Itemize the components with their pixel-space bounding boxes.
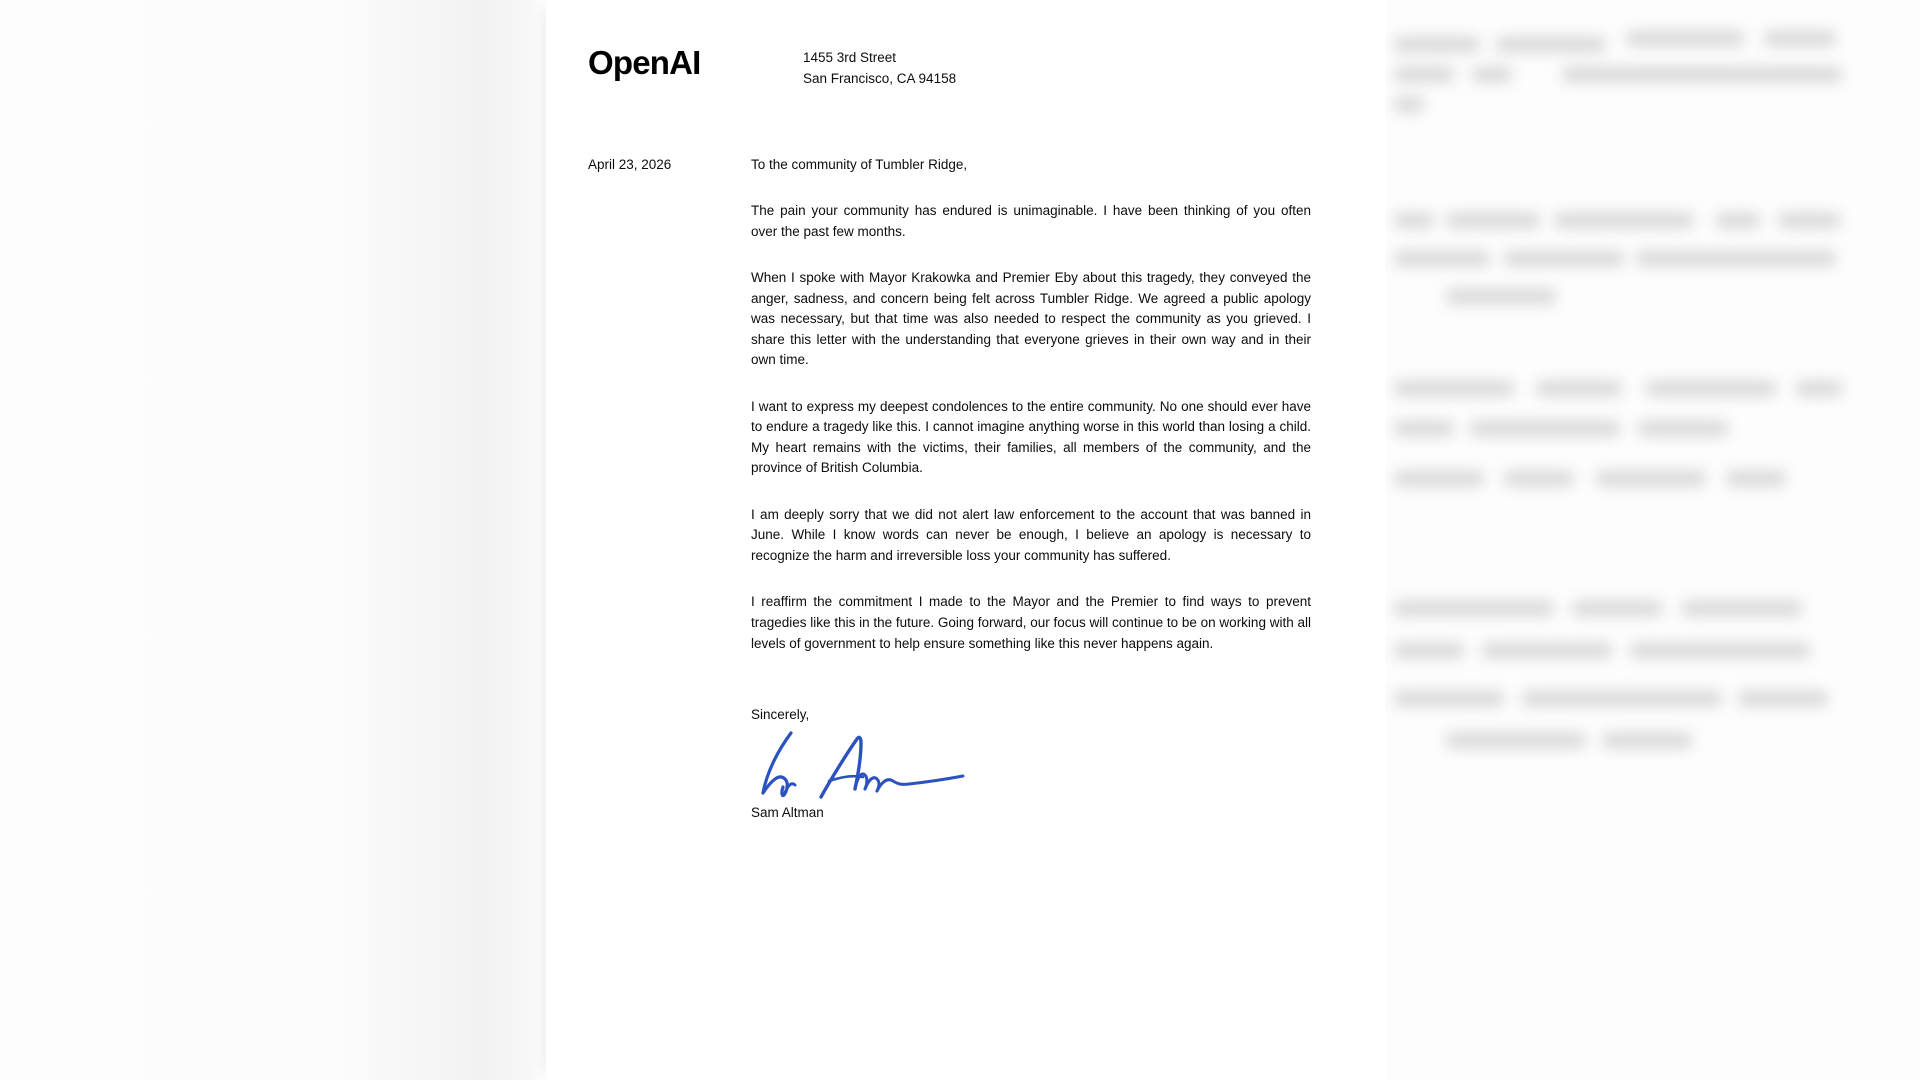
paragraph-4: I am deeply sorry that we did not alert law enforcement to the account that was banned in June. While I know words can never be enough, I believe an apology is necessary to recognize the harm and irreversible loss your community has suffered.	[751, 506, 1311, 563]
letter-page	[546, 0, 1386, 1080]
closing-line: Sincerely,	[751, 707, 810, 723]
blurred-background-column	[1386, 0, 1920, 1080]
letter-body	[751, 155, 1311, 824]
address-line-2: San Francisco, CA 94158	[803, 70, 957, 86]
left-background-gutter	[0, 0, 546, 1080]
letter-date: April 23, 2026	[588, 157, 672, 172]
paragraph-3: I want to express my deepest condolences to the entire community. No one should ever have to endure a tragedy like this. I cannot imagine anything worse in this world than losing a child. My heart remains with the victims, their families, all members of the community, and the province of British Columbia.	[751, 398, 1311, 476]
openai-wordmark: OpenAI	[588, 44, 701, 81]
salutation: To the community of Tumbler Ridge,	[751, 157, 968, 172]
paragraph-5: I reaffirm the commitment I made to the Mayor and the Premier to find ways to prevent tragedies like this in the future. Going forward, our focus will continue to be on working with all levels of government to help ensure something like this never happens again.	[751, 594, 1311, 651]
paragraph-1: The pain your community has endured is unimaginable. I have been thinking of you often over the past few months.	[751, 203, 1311, 239]
blurred-text-lines	[1386, 0, 1920, 1080]
address-line-1: 1455 3rd Street	[803, 50, 897, 65]
company-address	[803, 34, 956, 89]
paragraph-2: When I spoke with Mayor Krakowka and Premier Eby about this tragedy, they conveyed the anger, sadness, and concern being felt across Tumbler Ridge. We agreed a public apology was necessary, but that time was also needed to respect the community as you grieved. I share this letter with the understanding that everyone grieves in their own way and in their own time.	[751, 270, 1311, 368]
letterhead	[588, 34, 1348, 89]
signer-name: Sam Altman	[751, 805, 824, 821]
signature-image	[751, 727, 1011, 801]
